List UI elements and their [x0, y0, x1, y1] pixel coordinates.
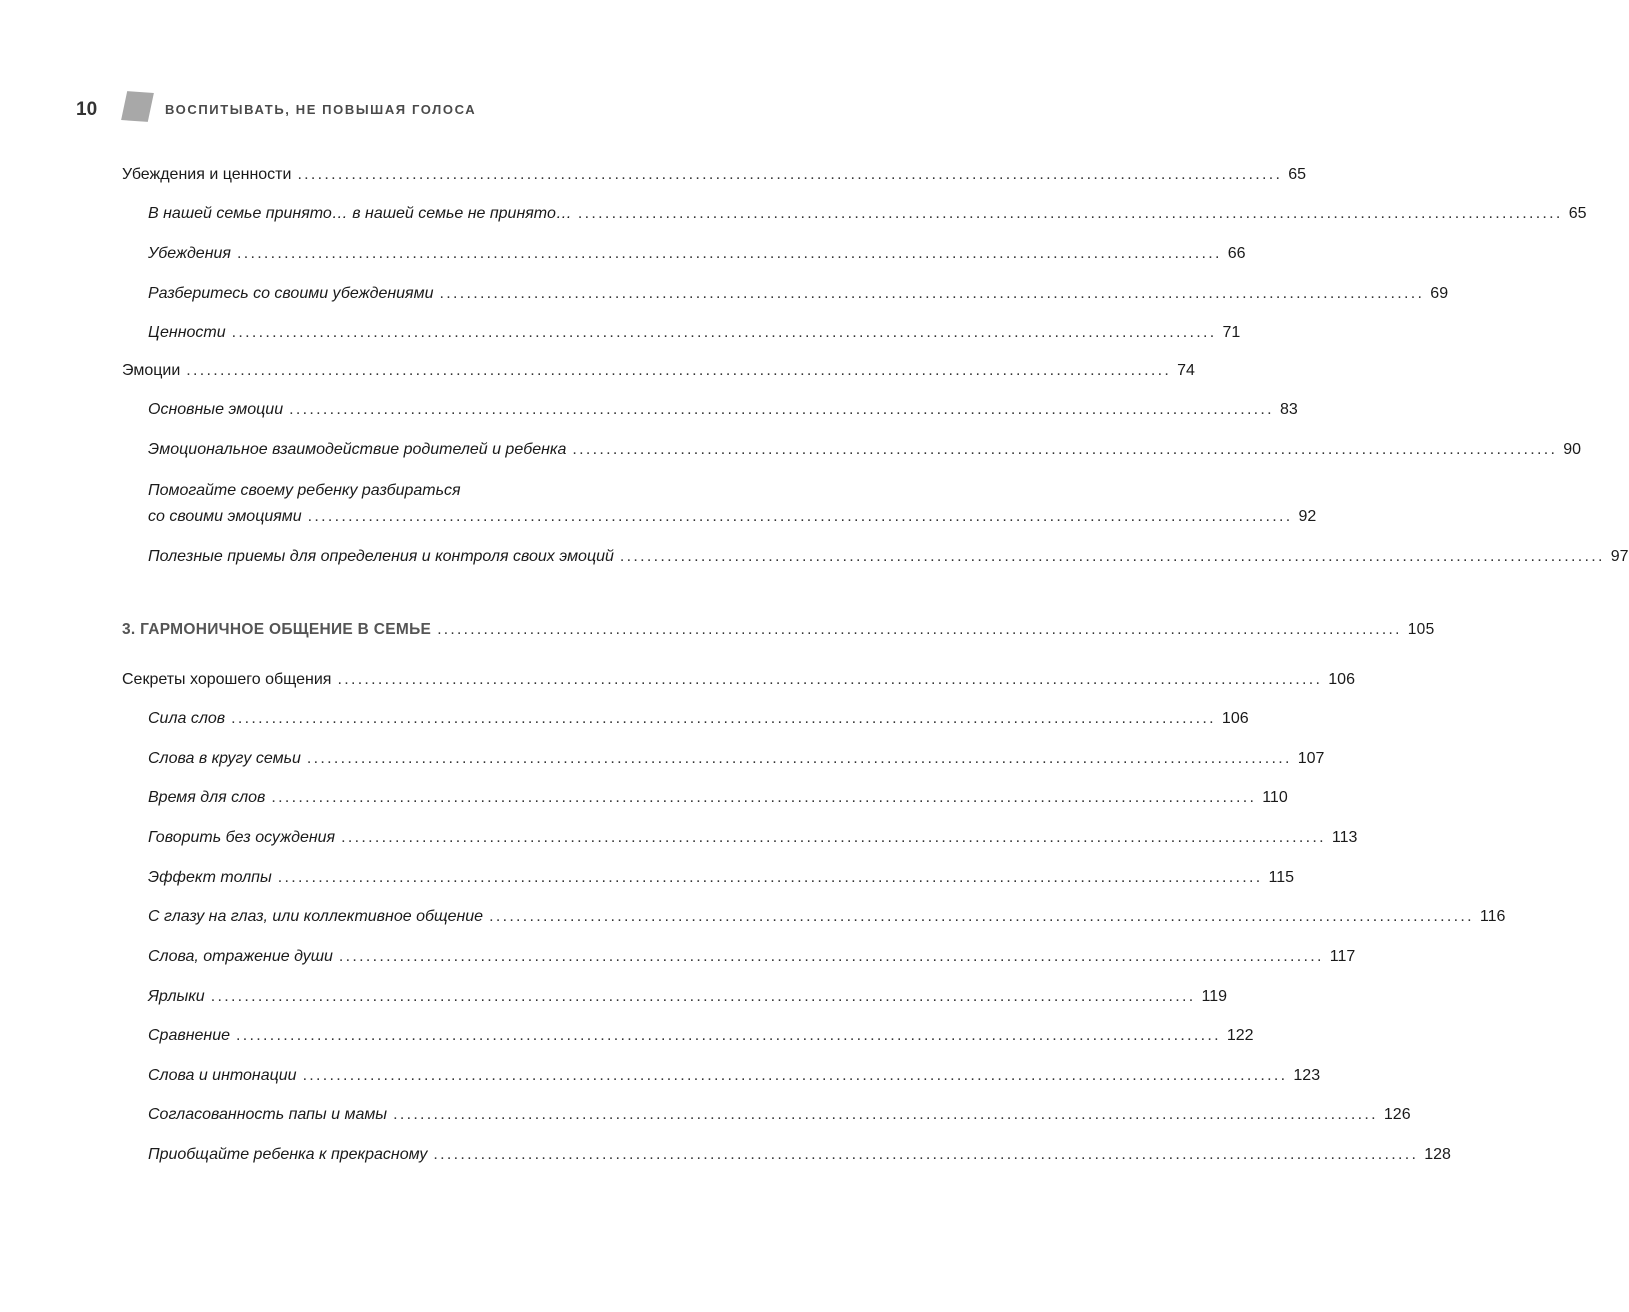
toc-title: Слова и интонации	[148, 1067, 297, 1084]
dot-leader: ..................................................................................................................................................	[236, 245, 1222, 262]
toc-page: 128	[1424, 1146, 1451, 1163]
toc-subsection	[148, 283, 1449, 305]
toc-page: 106	[1328, 671, 1355, 688]
toc-title: Время для слов	[148, 789, 266, 806]
dot-leader: ..................................................................................................................................................	[337, 671, 1323, 688]
page-number: 10	[76, 99, 98, 120]
toc-page: 106	[1221, 710, 1249, 727]
toc-subsection	[148, 1025, 1254, 1047]
toc-title: Сила слов	[148, 710, 226, 727]
toc-title: Приобщайте ребенка к прекрасному	[148, 1146, 428, 1163]
toc-subsection	[148, 243, 1246, 265]
toc-page: 83	[1279, 401, 1298, 418]
toc-subsection	[148, 506, 1317, 528]
toc-title: Убеждения и ценности	[122, 166, 292, 183]
toc-page: 105	[1407, 621, 1435, 638]
toc-page: 107	[1297, 750, 1325, 767]
toc-title: Эмоции	[122, 362, 181, 379]
toc-subsection	[148, 399, 1298, 421]
dot-leader: ..................................................................................................................................................	[437, 621, 1402, 638]
toc-subsection	[148, 1065, 1321, 1087]
toc-title: 3. ГАРМОНИЧНОЕ ОБЩЕНИЕ В СЕМЬЕ	[122, 621, 432, 638]
dot-leader: ..................................................................................................................................................	[231, 324, 1217, 341]
toc-page: 126	[1383, 1106, 1411, 1123]
dot-leader: ..................................................................................................................................................	[277, 869, 1263, 886]
toc-page: 71	[1222, 324, 1241, 341]
toc-page: 122	[1226, 1027, 1254, 1044]
dot-leader: ..................................................................................................................................................	[489, 908, 1474, 925]
toc-title: В нашей семье принято… в нашей семье не принято…	[148, 205, 572, 222]
toc-subsection	[148, 439, 1582, 461]
toc-subsection	[148, 867, 1295, 889]
toc-title: С глазу на глаз, или коллективное общение	[148, 908, 484, 925]
toc-chapter	[122, 619, 1435, 641]
dot-leader: ..................................................................................................................................................	[572, 441, 1558, 458]
dot-leader: ..................................................................................................................................................	[302, 1067, 1288, 1084]
dot-leader: ..................................................................................................................................................	[271, 789, 1257, 806]
dot-leader: ..................................................................................................................................................	[306, 750, 1292, 767]
toc-title: Слова, отражение души	[148, 948, 333, 965]
toc-title-line1: Помогайте своему ребенку разбираться	[148, 482, 461, 499]
toc-title: Ярлыки	[148, 988, 205, 1005]
toc-subsection	[148, 322, 1241, 344]
toc-subsection	[148, 787, 1288, 809]
dot-leader: ..................................................................................................................................................	[619, 548, 1605, 565]
toc-title: Эмоциональное взаимодействие родителей и ребенка	[148, 441, 567, 458]
toc-title: Основные эмоции	[148, 401, 284, 418]
toc-subsection	[148, 203, 1587, 225]
toc-subsection	[148, 1104, 1411, 1126]
dot-leader: ..................................................................................................................................................	[439, 285, 1425, 302]
running-title: ВОСПИТЫВАТЬ, НЕ ПОВЫШАЯ ГОЛОСА	[165, 102, 477, 117]
toc-page: 69	[1430, 285, 1449, 302]
dot-leader: ..................................................................................................................................................	[341, 829, 1326, 846]
dot-leader: ..................................................................................................................................................	[210, 988, 1196, 1005]
toc-title: со своими эмоциями	[148, 508, 302, 525]
toc-title: Эффект толпы	[148, 869, 272, 886]
dot-leader: ..................................................................................................................................................	[297, 166, 1283, 183]
toc-page: 65	[1288, 166, 1307, 183]
dot-leader: ..................................................................................................................................................	[236, 1027, 1221, 1044]
toc-page: 123	[1293, 1067, 1321, 1084]
toc-page: 119	[1201, 988, 1228, 1005]
toc-title: Слова в кругу семьи	[148, 750, 301, 767]
toc-title: Говорить без осуждения	[148, 829, 336, 846]
toc-page: 97	[1610, 548, 1629, 565]
toc-page: 115	[1268, 869, 1295, 886]
toc-subsection	[148, 1144, 1451, 1166]
toc-subsection	[148, 827, 1358, 849]
toc-subsection	[148, 546, 1629, 568]
dot-leader: ..................................................................................................................................................	[307, 508, 1293, 525]
toc-title: Полезные приемы для определения и контроля своих эмоций	[148, 548, 614, 565]
toc-subsection	[148, 986, 1228, 1008]
dot-leader: ..................................................................................................................................................	[289, 401, 1274, 418]
toc-page: 110	[1262, 789, 1288, 806]
toc-page: 66	[1227, 245, 1246, 262]
toc-subsection	[148, 748, 1325, 770]
toc-title: Сравнение	[148, 1027, 231, 1044]
toc-section	[122, 669, 1355, 691]
toc-page: 113	[1331, 829, 1358, 846]
toc-page: 116	[1479, 908, 1506, 925]
dot-leader: ..................................................................................................................................................	[577, 205, 1563, 222]
toc-page: 117	[1329, 948, 1356, 965]
toc-subsection	[148, 906, 1506, 928]
toc-page: 65	[1568, 205, 1587, 222]
toc-subsection	[148, 946, 1356, 968]
toc-title: Ценности	[148, 324, 226, 341]
dot-leader: ..................................................................................................................................................	[393, 1106, 1378, 1123]
dot-leader: ..................................................................................................................................................	[186, 362, 1172, 379]
toc-title: Секреты хорошего общения	[122, 671, 332, 688]
dot-leader: ..................................................................................................................................................	[231, 710, 1216, 727]
dot-leader: ..................................................................................................................................................	[338, 948, 1324, 965]
toc-page: 92	[1298, 508, 1317, 525]
toc-subsection	[148, 708, 1249, 730]
toc-page: 90	[1563, 441, 1582, 458]
toc-section	[122, 164, 1307, 186]
toc-title: Согласованность папы и мамы	[148, 1106, 388, 1123]
toc-section	[122, 360, 1195, 382]
toc-title: Разберитесь со своими убеждениями	[148, 285, 434, 302]
toc-title: Убеждения	[148, 245, 231, 262]
dot-leader: ..................................................................................................................................................	[433, 1146, 1419, 1163]
toc-page: 74	[1177, 362, 1195, 379]
